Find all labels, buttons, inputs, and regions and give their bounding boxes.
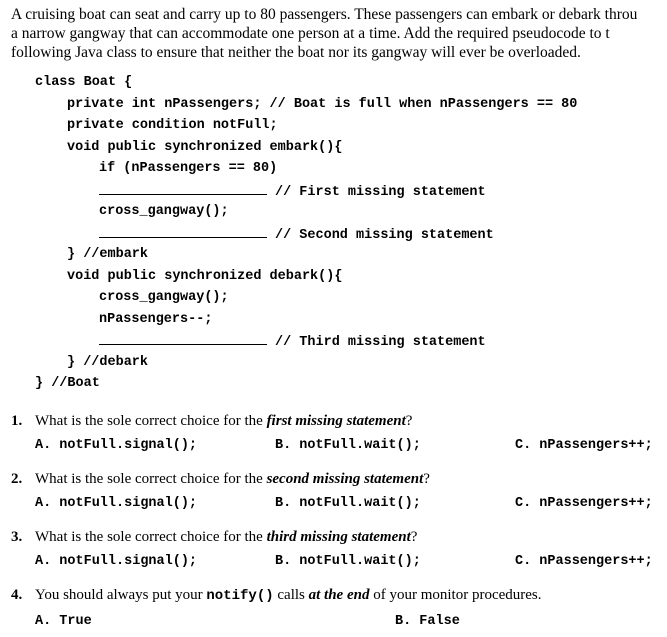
question-2-number: 2. [11,471,23,487]
first-missing-blank [99,181,267,195]
question-1-number: 1. [11,413,23,429]
question-1-text: What is the sole correct choice for the [35,413,267,429]
code-line-end-embark: } //embark [67,247,149,262]
third-missing-blank [99,331,267,345]
question-3-end: ? [410,529,418,545]
code-line-third-missing [99,331,486,351]
question-4-option-b[interactable]: B. False [395,614,460,629]
code-line-if: if (nPassengers == 80) [99,161,278,176]
code-line-second-missing [99,224,494,244]
question-1 [11,413,412,430]
question-4-emphasis: at the end [308,587,370,603]
code-line-condition: private condition notFull; [67,118,278,133]
question-4-end: of your monitor procedures. [369,587,542,603]
code-line-cross-gangway-2: cross_gangway(); [99,290,229,305]
code-line-npassengers: private int nPassengers; // Boat is full when nPassengers == 80 [67,97,578,112]
question-4-number: 4. [11,587,23,603]
intro-line-2: a narrow gangway that can accommodate one person at a time. Add the required pseudocode to t [11,25,610,42]
question-1-emphasis: first missing statement [266,413,406,429]
intro-line-3: following Java class to ensure that neither the boat nor its gangway will ever be overloaded. [11,44,581,61]
question-3-option-c[interactable]: C. nPassengers++; [515,554,653,569]
question-2-text: What is the sole correct choice for the [35,471,267,487]
code-line-decrement: nPassengers--; [99,312,213,327]
code-line-cross-gangway-1: cross_gangway(); [99,204,229,219]
question-3-option-b[interactable]: B. notFull.wait(); [275,554,421,569]
code-line-embark: void public synchronized embark(){ [67,140,343,155]
question-4-code: notify() [206,588,274,604]
question-3-number: 3. [11,529,23,545]
code-line-first-missing [99,181,486,201]
question-3-option-a[interactable]: A. notFull.signal(); [35,554,198,569]
question-2-end: ? [423,471,430,487]
question-3-text: What is the sole correct choice for the [35,529,267,545]
question-4-option-a[interactable]: A. True [35,614,92,629]
second-missing-blank [99,224,267,238]
second-missing-comment: // Second missing statement [275,228,494,243]
question-1-end: ? [405,413,413,429]
question-4-text-mid: calls [273,587,309,603]
question-2-option-a[interactable]: A. notFull.signal(); [35,496,198,511]
code-line-class: class Boat { [35,75,133,90]
question-1-option-c[interactable]: C. nPassengers++; [515,438,653,453]
question-3-emphasis: third missing statement [266,529,411,545]
first-missing-comment: // First missing statement [275,185,486,200]
intro-paragraph [11,5,667,62]
third-missing-comment: // Third missing statement [275,335,486,350]
question-2-option-b[interactable]: B. notFull.wait(); [275,496,421,511]
code-line-end-debark: } //debark [67,355,149,370]
question-2-option-c[interactable]: C. nPassengers++; [515,496,653,511]
code-line-end-boat: } //Boat [35,376,100,391]
intro-line-1: A cruising boat can seat and carry up to 80 passengers. These passengers can embark or debark throu [11,6,638,23]
question-1-option-b[interactable]: B. notFull.wait(); [275,438,421,453]
question-2 [11,471,430,488]
question-4 [11,587,542,604]
code-line-debark: void public synchronized debark(){ [67,269,343,284]
question-1-option-a[interactable]: A. notFull.signal(); [35,438,198,453]
question-4-text: You should always put your [35,587,207,603]
question-3 [11,529,417,546]
question-2-emphasis: second missing statement [266,471,424,487]
